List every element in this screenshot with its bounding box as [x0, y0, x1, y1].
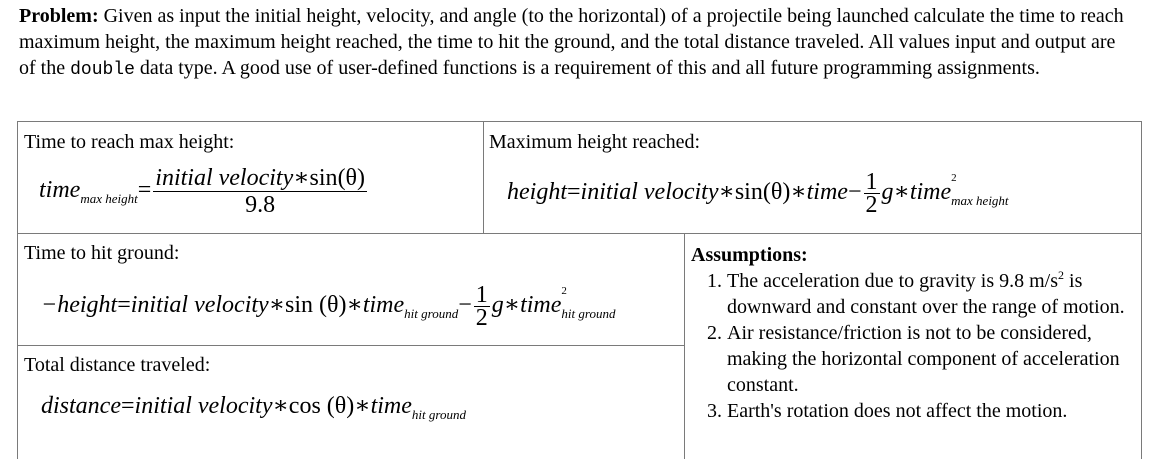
problem-text-after: data type. A good use of user-defined functions is a requirement of this and all future programming assignments.	[134, 57, 1040, 79]
table-border-left	[17, 121, 18, 459]
problem-text-before: Given as input the initial height, velocity, and angle (to the horizontal) of a projectile being launched calculate the time to reach maximum height, the maximum height reached, the time to hit the ground, and the total distance traveled. All values input and output are of the	[19, 5, 1124, 79]
max-time-equation: time$_{max height}$= $\frac{\text{initial velocity∗sin(θ)}}{9.8}$	[39, 165, 366, 218]
assumptions-title: Assumptions:	[691, 244, 808, 266]
problem-statement	[19, 3, 1134, 83]
hit-ground-title: Time to hit ground:	[24, 242, 180, 264]
problem-code: double	[70, 60, 135, 80]
assumption-item: 1. The acceleration due to gravity is 9.8 $m/s^2$ is downward and constant over the range of motion.	[727, 268, 1139, 320]
distance-title: Total distance traveled:	[24, 354, 211, 376]
max-height-title: Maximum height reached:	[489, 131, 701, 153]
formula-table	[17, 121, 1142, 459]
assumption-item: 2. Air resistance/friction is not to be considered, making the horizontal component of acceleration constant.	[727, 320, 1139, 398]
assumption-item: 3. Earth's rotation does not affect the motion.	[727, 398, 1139, 424]
distance-equation: distance=initial velocity∗cos (θ)∗time$_{hit ground}$	[41, 393, 466, 422]
table-border-right	[1141, 121, 1142, 459]
assumptions-box	[691, 242, 1139, 424]
table-divider-row1	[17, 233, 1142, 234]
table-border-top	[17, 121, 1142, 122]
problem-label: Problem:	[19, 5, 99, 27]
table-divider-col1	[483, 121, 484, 234]
table-divider-row2	[17, 345, 685, 346]
hit-ground-equation: −height=initial velocity∗sin (θ)∗time$_{hit ground}$− $\frac{1}{2}$ g∗time 2 hit ground	[41, 282, 616, 331]
table-divider-col2	[684, 233, 685, 459]
max-time-title: Time to reach max height:	[24, 131, 235, 153]
max-height-equation: height=initial velocity∗sin(θ)∗time− $\frac{1}{2}$ g∗time 2 max height	[507, 169, 1009, 218]
